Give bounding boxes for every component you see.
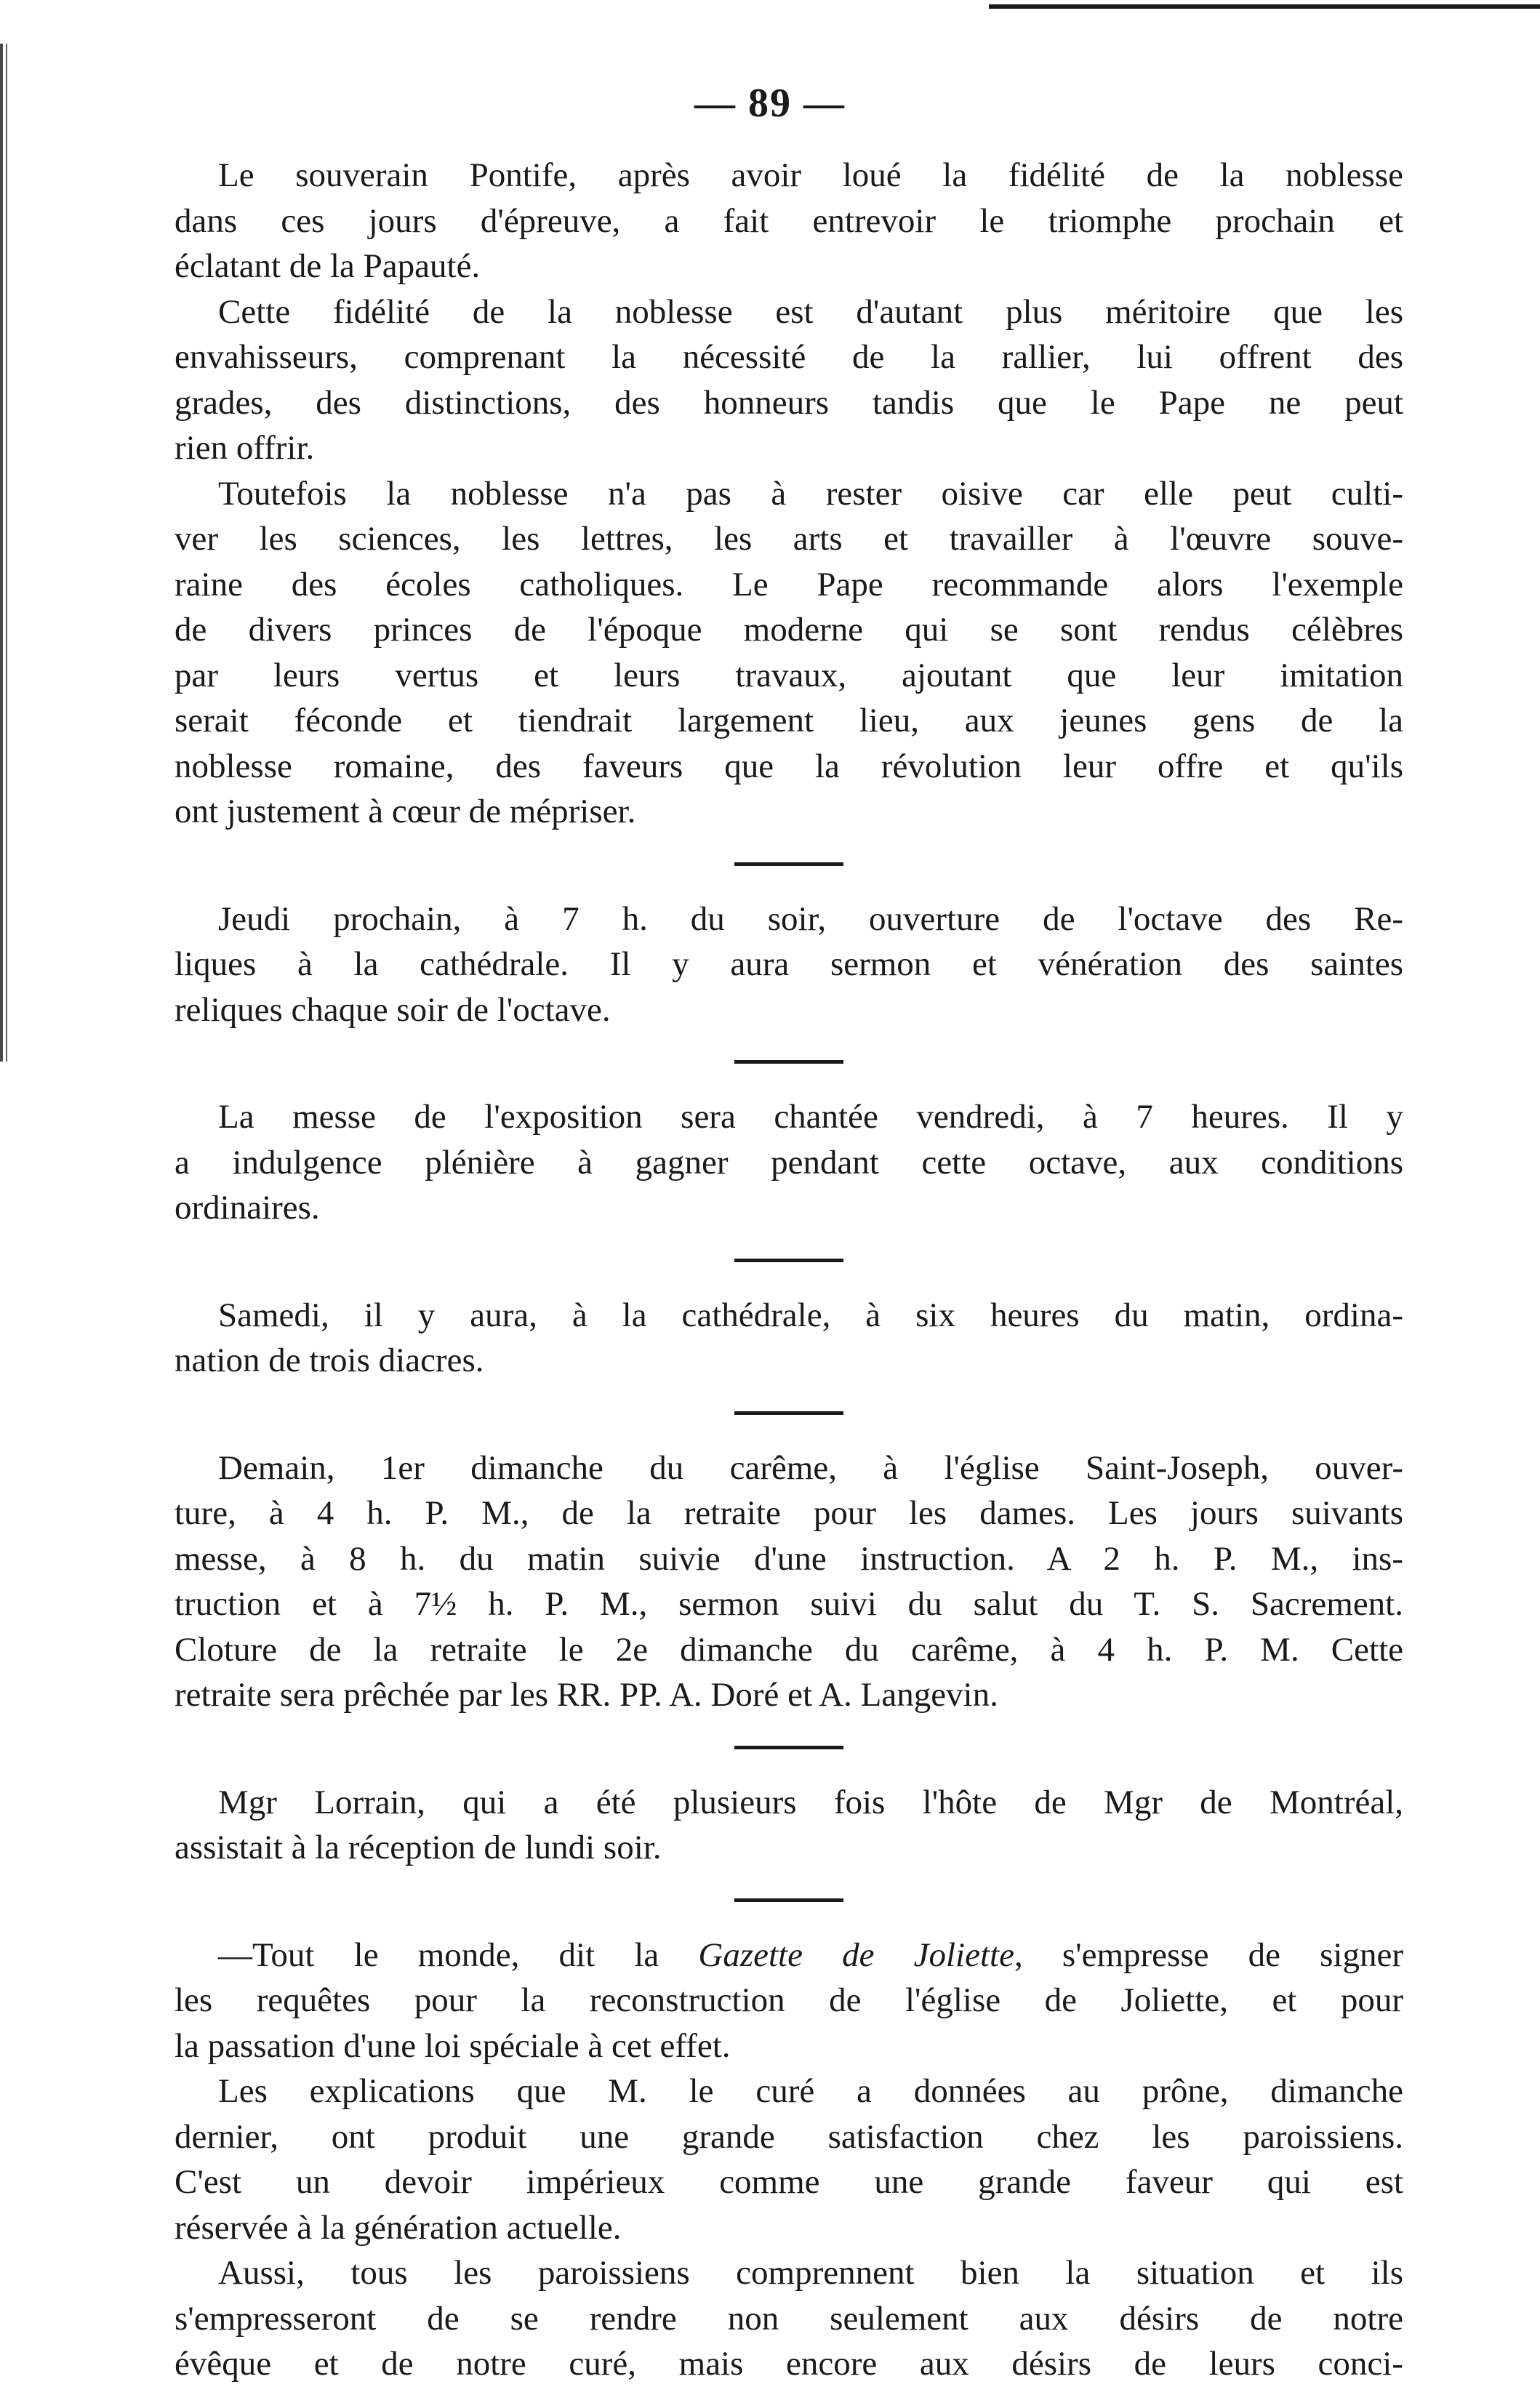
paragraph (175, 1780, 1403, 1871)
text-line: serait féconde et tiendrait largement lieu, aux jeunes gens de la (175, 702, 1403, 739)
text-line: assistait à la réception de lundi soir. (175, 1829, 662, 1866)
paragraph (175, 2250, 1403, 2387)
text-line: ture, à 4 h. P. M., de la retraite pour les dames. Les jours suivants (175, 1494, 1403, 1532)
section-divider (734, 1898, 843, 1902)
text-line: dans ces jours d'épreuve, a fait entrevoir le triomphe prochain et (175, 201, 1403, 240)
news-item (175, 153, 1403, 835)
text-line: ont justement à cœur de mépriser. (175, 793, 636, 830)
text-line: ordinaires. (175, 1189, 320, 1227)
news-item (175, 1293, 1403, 1384)
paragraph (175, 1445, 1403, 1718)
section-divider (734, 1746, 843, 1749)
news-item (175, 1445, 1403, 1718)
paragraph (175, 1293, 1403, 1384)
section-divider (734, 862, 843, 866)
text-line: Aussi, tous les paroissiens comprennent bien la situation et ils (218, 2254, 1403, 2292)
text-line: éclatant de la Papauté. (175, 247, 481, 285)
text-line: Cloture de la retraite le 2e dimanche du carême, à 4 h. P. M. Cette (175, 1630, 1403, 1669)
text-line: Mgr Lorrain, qui a été plusieurs fois l'hôte de Mgr de Montréal, (218, 1783, 1403, 1821)
news-item (175, 896, 1403, 1033)
top-edge-rule (989, 4, 1540, 9)
section-divider (734, 1411, 843, 1415)
page-number: — 89 — (694, 81, 846, 126)
section-divider (734, 1259, 843, 1262)
text-line: par leurs vertus et leurs travaux, ajoutant que leur imitation (175, 656, 1403, 694)
text-line: Jeudi prochain, à 7 h. du soir, ouverture de l'octave des Re- (218, 899, 1403, 938)
paragraph (175, 471, 1403, 835)
text-line: nation de trois diacres. (175, 1341, 484, 1379)
text-line: rien offrir. (175, 429, 315, 467)
text-line: de divers princes de l'époque moderne qui se sont rendus célèbres (175, 611, 1403, 649)
text-line: grades, des distinctions, des honneurs tandis que le Pape ne peut (175, 383, 1403, 422)
paragraph (175, 289, 1403, 471)
text-line: Les explications que M. le curé a données au prône, dimanche (218, 2072, 1403, 2110)
text-line: dernier, ont produit une grande satisfaction chez les paroissiens. (175, 2117, 1403, 2156)
text-line: —Tout le monde, dit la Gazette de Joliette, s'empresse de signer (218, 1935, 1404, 1974)
article-body (175, 153, 1403, 2387)
text-line: ver les sciences, les lettres, les arts et travailler à l'œuvre souve- (175, 520, 1403, 558)
text-line: retraite sera prêchée par les RR. PP. A. Doré et A. Langevin. (175, 1676, 998, 1714)
text-line: messe, à 8 h. du matin suivie d'une instruction. A 2 h. P. M., ins- (175, 1539, 1403, 1578)
paragraph (175, 1094, 1403, 1231)
text-line: reliques chaque soir de l'octave. (175, 990, 611, 1029)
text-line: raine des écoles catholiques. Le Pape recommande alors l'exemple (175, 565, 1403, 603)
section-divider (734, 1060, 843, 1064)
text-line: Cette fidélité de la noblesse est d'autant plus méritoire que les (218, 292, 1403, 331)
news-item (175, 1780, 1403, 1871)
text-line: Toutefois la noblesse n'a pas à rester oisive car elle peut culti- (218, 474, 1403, 513)
text-line: La messe de l'exposition sera chantée vendredi, à 7 heures. Il y (218, 1098, 1403, 1136)
text-line: noblesse romaine, des faveurs que la révolution leur offre et qu'ils (175, 747, 1403, 785)
text-line: s'empresseront de se rendre non seulement aux désirs de notre (175, 2299, 1403, 2338)
text-line: Demain, 1er dimanche du carême, à l'église Saint-Joseph, ouver- (218, 1448, 1403, 1487)
news-item (175, 1933, 1403, 2387)
text-line: liques à la cathédrale. Il y aura sermon et vénération des saintes (175, 945, 1403, 983)
newspaper-title: Gazette de Joliette (698, 1935, 1014, 1974)
text-line: Samedi, il y aura, à la cathédrale, à six heures du matin, ordina- (218, 1296, 1403, 1334)
text-line: envahisseurs, comprenant la nécessité de la rallier, lui offrent des (175, 338, 1403, 376)
paragraph (175, 2069, 1403, 2250)
text-line: les requêtes pour la reconstruction de l'église de Joliette, et pour (175, 1981, 1403, 2019)
paragraph (175, 1933, 1403, 2069)
text-line: C'est un devoir impérieux comme une grande faveur qui est (175, 2163, 1403, 2201)
text-line: a indulgence plénière à gagner pendant cette octave, aux conditions (175, 1143, 1403, 1182)
text-line: évêque et de notre curé, mais encore aux désirs de leurs conci- (175, 2345, 1403, 2383)
paragraph (175, 896, 1403, 1033)
text-line: truction et à 7½ h. P. M., sermon suivi du salut du T. S. Sacrement. (175, 1585, 1403, 1623)
binding-edge (0, 44, 10, 1062)
text-line: réservée à la génération actuelle. (175, 2208, 622, 2247)
text-line: la passation d'une loi spéciale à cet effet. (175, 2026, 731, 2065)
news-item (175, 1094, 1403, 1231)
text-line: Le souverain Pontife, après avoir loué la fidélité de la noblesse (218, 156, 1403, 194)
paragraph (175, 153, 1403, 289)
